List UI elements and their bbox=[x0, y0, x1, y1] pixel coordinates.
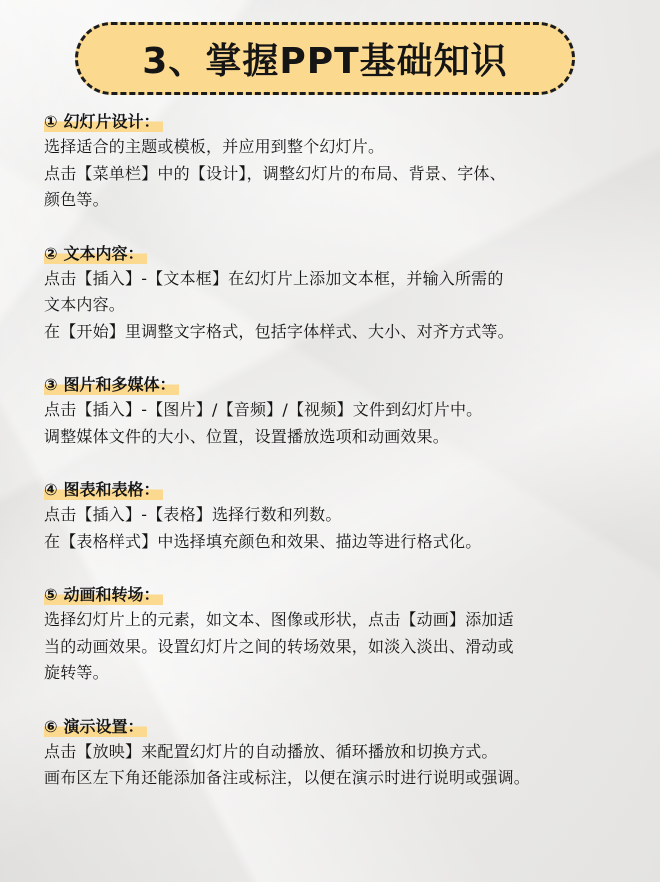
section-title: 动画和转场： bbox=[63, 585, 160, 604]
body-line: 调整媒体文件的大小、位置，设置播放选项和动画效果。 bbox=[44, 426, 450, 446]
body-line: 选择适合的主题或模板，并应用到整个幻灯片。 bbox=[44, 137, 385, 156]
section-number: ⑤ bbox=[44, 585, 58, 604]
section-title: 图片和多媒体： bbox=[63, 375, 176, 394]
section-title: 演示设置： bbox=[63, 716, 144, 736]
body-line: 文本内容。 bbox=[44, 295, 126, 314]
section-presentation-settings bbox=[44, 715, 644, 792]
section-title: 文本内容： bbox=[63, 243, 144, 263]
body-line: 颜色等。 bbox=[44, 190, 109, 209]
section-number: ③ bbox=[44, 375, 58, 394]
body-line: 在【开始】里调整文字格式，包括字体样式、大小、对齐方式等。 bbox=[44, 321, 514, 341]
body-line: 画布区左下角还能添加备注或标注，以便在演示时进行说明或强调。 bbox=[44, 768, 531, 787]
page-title: 3、掌握PPT基础知识 bbox=[142, 41, 508, 82]
body-line: 点击【插入】-【表格】选择行数和列数。 bbox=[44, 505, 342, 524]
section-number: ⑥ bbox=[44, 716, 58, 736]
section-text-content bbox=[44, 242, 644, 346]
section-slide-design bbox=[44, 110, 644, 214]
section-title: 图表和表格： bbox=[63, 480, 160, 499]
body-line: 点击【插入】-【文本框】在幻灯片上添加文本框，并输入所需的 bbox=[44, 268, 504, 288]
section-charts-tables bbox=[44, 478, 644, 555]
body-line: 在【表格样式】中选择填充颜色和效果、描边等进行格式化。 bbox=[44, 531, 482, 551]
title-banner bbox=[75, 22, 575, 95]
content-area bbox=[44, 110, 644, 792]
body-line: 选择幻灯片上的元素，如文本、图像或形状，点击【动画】添加适 bbox=[44, 610, 514, 629]
section-images-media bbox=[44, 373, 644, 450]
section-heading bbox=[44, 715, 147, 739]
section-heading bbox=[44, 478, 163, 502]
section-animation-transition bbox=[44, 583, 644, 687]
body-line: 点击【插入】-【图片】/【音频】/【视频】文件到幻灯片中。 bbox=[44, 400, 483, 419]
section-number: ① bbox=[44, 112, 58, 131]
section-number: ② bbox=[44, 243, 58, 263]
body-line: 旋转等。 bbox=[44, 663, 109, 682]
body-line: 点击【菜单栏】中的【设计】，调整幻灯片的布局、背景、字体、 bbox=[44, 163, 506, 183]
body-line: 点击【放映】来配置幻灯片的自动播放、循环播放和切换方式。 bbox=[44, 741, 498, 761]
section-heading bbox=[44, 110, 163, 134]
section-number: ④ bbox=[44, 480, 58, 499]
section-title: 幻灯片设计： bbox=[63, 112, 160, 131]
section-heading bbox=[44, 373, 179, 397]
body-line: 当的动画效果。设置幻灯片之间的转场效果，如淡入淡出、滑动或 bbox=[44, 636, 514, 656]
section-heading bbox=[44, 242, 147, 266]
section-heading bbox=[44, 583, 163, 607]
